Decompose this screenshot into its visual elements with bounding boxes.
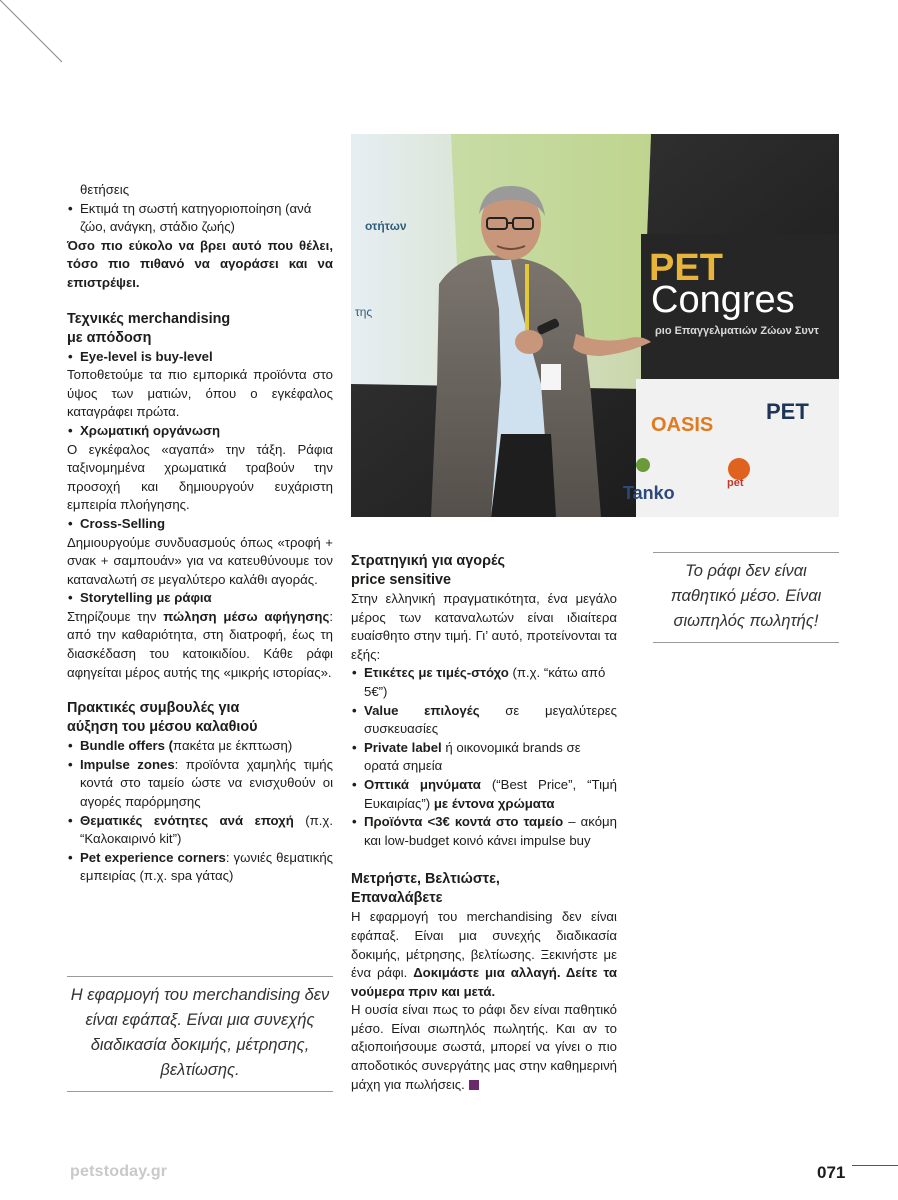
basket-heading [67, 699, 333, 737]
photo-illustration [351, 134, 839, 517]
value-bullet [351, 702, 617, 739]
left-column [67, 181, 333, 886]
text: (“Best Price”, “Τιμή Ευκαιρίας”) [364, 776, 617, 811]
logo-tanko: Tanko [623, 483, 675, 503]
heading-line: με απόδοση [67, 329, 152, 346]
eye-level-title: • Eye-level is buy-level [67, 348, 333, 367]
heading-line: αύξηση του μέσου καλαθιού [67, 719, 258, 736]
cross-selling-text: Δημιουργούμε συνδυασμούς όπως «τροφή + σνακ + σαμπουάν» για να κατευθύνουμε τον καταναλωτή σε μεγαλύτερο καλάθι αγοράς. [67, 534, 333, 587]
measure-heading [351, 870, 617, 908]
storytelling-title: • Storytelling με ράφια [67, 589, 333, 608]
banner-title: Congres [651, 279, 795, 321]
banner-title: PET [649, 247, 723, 289]
text: (π.χ. “κάτω από 5€”) [364, 665, 606, 699]
color-title: • Χρωματική οργάνωση [67, 422, 333, 441]
thematic-bullet [67, 812, 333, 849]
pull-quote-left: Η εφαρμογή του merchandising δεν είναι εφάπαξ. Είναι μια συνεχής διαδικασία δοκιμής, μέτρησης, βελτίωσης. [67, 976, 333, 1092]
footer-site: petstoday.gr [70, 1163, 168, 1180]
text: (π.χ. “Καλοκαιρινό kit”) [80, 812, 334, 847]
measure-text [351, 908, 617, 1001]
merch-heading [67, 310, 333, 348]
text: ή οικονομικά brands σε ορατά σημεία [364, 739, 581, 774]
heading-line: price sensitive [351, 572, 451, 588]
text-bold: Impulse zones [80, 756, 175, 772]
heading-line: Τεχνικές merchandising [67, 310, 231, 327]
conference-photo [351, 134, 839, 517]
text: σε μεγαλύτερες συσκευασίες [364, 702, 618, 737]
text-bold: Οπτικά μηνύματα [364, 776, 481, 792]
bundle-bullet [67, 737, 333, 756]
text: Η εφαρμογή του merchandising δεν είναι εφάπαξ. Είναι μια συνεχής διαδικασία δοκιμής, μέτρησης, βελτίωσης. Ξεκινήστε με ένα ράφι. [351, 909, 617, 981]
heading-line: Μετρήστε, Βελτιώστε, [351, 871, 500, 888]
bold-statement: Όσο πιο εύκολο να βρει αυτό που θέλει, τόσο πιο πιθανό να αγοράσει και να επιστρέψει. [67, 237, 333, 290]
text-bold: πώληση μέσω αφήγησης [163, 608, 330, 624]
logo-pet: PET [766, 399, 809, 424]
tags-bullet [351, 664, 617, 701]
text: Η ουσία είναι πως το ράφι δεν είναι παθητικό μέσο. Είναι σιωπηλός πωλητής. Και αν το αξιοποιήσουμε σωστά, μπορεί να γίνει ο πιο αποδοτικός συνεργάτης μας στην καθημερινή μάχη για πωλήσεις. [351, 1002, 617, 1092]
cheap-products-bullet [351, 813, 617, 850]
page-number: 071 [817, 1163, 846, 1182]
text: Στηρίζουμε την [67, 608, 164, 624]
price-heading [351, 552, 617, 590]
text-bold: Προϊόντα <3€ κοντά στο ταμείο [364, 814, 564, 830]
text-bold: Pet experience corners [80, 849, 226, 865]
text-bold: με έντονα χρώματα [433, 795, 555, 811]
text-bold: Private label [364, 739, 442, 755]
text-bold: Δοκιμάστε μια αλλαγή. Δείτε τα νούμερα πριν και μετά. [351, 965, 617, 999]
corner-decoration [0, 0, 70, 70]
footer-rule [852, 1165, 898, 1166]
cross-selling-title: • Cross-Selling [67, 515, 333, 534]
bullet-continuation: θετήσεις [80, 182, 130, 197]
end-mark-icon [469, 1080, 479, 1090]
middle-column [351, 552, 617, 1094]
screen-text: οτήτων [365, 219, 407, 233]
storytelling-text [67, 608, 333, 682]
pull-quote-right: Το ράφι δεν είναι παθητικό μέσο. Είναι σιωπηλός πωλητής! [653, 552, 839, 643]
measure-conclusion [351, 1001, 617, 1094]
text-bold: Value επιλογές [364, 702, 480, 718]
bullet-categorization [67, 200, 333, 237]
heading-line: Επαναλάβετε [351, 890, 443, 907]
price-intro: Στην ελληνική πραγματικότητα, ένα μεγάλο μέρος των καταναλωτών είναι ιδιαίτερα ευαίσθητο στην τιμή. Γι’ αυτό, προτείνονται τα εξής: [351, 591, 617, 662]
paw-icon [636, 458, 650, 472]
text-bold: Bundle offers ( [80, 738, 174, 754]
heading-line: Στρατηγική για αγορές [351, 553, 505, 569]
bullet-text: ζώο, ανάγκη, στάδιο ζωής) [80, 219, 235, 235]
private-label-bullet [351, 739, 617, 776]
visual-messages-bullet [351, 776, 617, 813]
text-bold: Ετικέτες με τιμές-στόχο [364, 665, 509, 681]
pet-corners-bullet [67, 849, 333, 886]
text-bold: Θεματικές ενότητες ανά εποχή [80, 812, 294, 828]
bullet-text: Εκτιμά τη σωστή κατηγοριοποίηση (ανά [80, 200, 312, 216]
logo-oasis: OASIS [651, 414, 714, 436]
banner-subtitle: ριο Επαγγελματιών Ζώων Συντ [655, 325, 819, 337]
text: : προϊόντα χαμηλής τιμής κοντά στο ταμείο ώστε να ενισχυθούν οι αγορές παρόρμησης [80, 756, 333, 810]
text: : γωνιές θεματικής εμπειρίας (π.χ. spa γάτας) [80, 849, 334, 884]
impulse-bullet [67, 756, 333, 812]
eye-level-text: Τοποθετούμε τα πιο εμπορικά προϊόντα στο ύψος των ματιών, όπου ο εγκέφαλος καταγράφει πρώτα. [67, 367, 333, 420]
text: πακέτα με έκπτωση) [173, 738, 293, 754]
screen-text: της [355, 305, 373, 319]
text: : από την καθαριότητα, στη διατροφή, έως τη διασκέδαση του κατοικιδίου. Κάθε ράφι αφηγείται μέρος αυτής της «μικρής ιστορίας». [67, 608, 334, 680]
color-text: Ο εγκέφαλος «αγαπά» την τάξη. Ράφια ταξινομημένα χρωματικά τραβούν την προσοχή και δημιουργούν ευχάριστη εμπειρία πλοήγησης. [67, 441, 333, 513]
heading-line: Πρακτικές συμβουλές για [67, 700, 240, 717]
logo-petonline: pet [727, 477, 744, 489]
text: – ακόμη και low-budget κοινό κάνει impulse buy [364, 814, 617, 848]
